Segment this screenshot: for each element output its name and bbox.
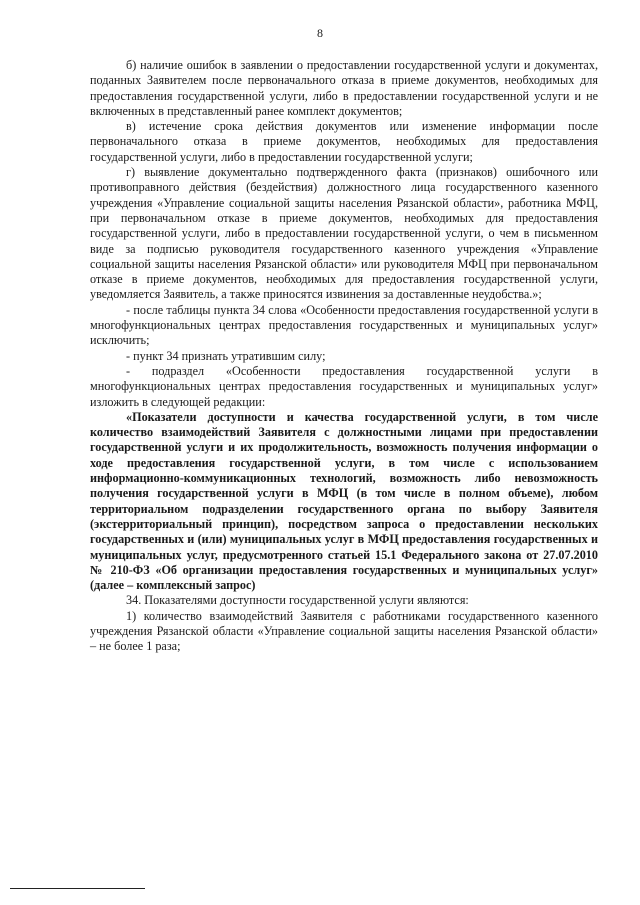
item-34-subitem-1: 1) количество взаимодействий Заявителя с работниками государственного казенного учреждения Рязанской области «Управление социальной защиты населения Рязанской области» – не более 1 раза; — [90, 608, 598, 654]
footnote-separator — [10, 888, 145, 889]
paragraph-b: б) наличие ошибок в заявлении о предоставлении государственной услуги и документах, поданных Заявителем после первоначального отказа в приеме документов, необходимых для предоставления государственной услуги, либо в предоставлении государственной услуги и не включенных в представленный ранее комплект документов; — [90, 58, 598, 118]
page-number: 8 — [317, 26, 323, 40]
document-body — [90, 58, 598, 655]
item-34: 34. Показателями доступности государственной услуги являются: — [126, 593, 469, 608]
amendment-remove-words: - после таблицы пункта 34 слова «Особенности предоставления государственной услуги в многофункциональных центрах предоставления государственных и муниципальных услуг» исключить; — [90, 302, 598, 348]
paragraph-v: в) истечение срока действия документов или изменение информации после первоначального отказа в приеме документов, необходимых для предоставления государственной услуги, либо в предоставлении государственной услуги; — [90, 119, 598, 164]
amendment-new-wording: - подраздел «Особенности предоставления государственной услуги в многофункциональных центрах предоставления государственных и муниципальных услуг» изложить в следующей редакции: — [90, 363, 598, 409]
amendment-repeal-item-34: - пункт 34 признать утратившим силу; — [126, 348, 326, 363]
section-heading: «Показатели доступности и качества государственной услуги, в том числе количество взаимодействий Заявителя с должностными лицами при предоставлении государственной услуги и их продолжительность, возможность получения информации о ходе предоставления государственной услуги, в том числе с использованием информационно-коммуникационных технологий, возможность либо невозможность получения государственной услуги в МФЦ (в том числе в полном объеме), любом территориальном подразделении государственного органа по выбору Заявителя (экстерриториальный принцип), посредством запроса о предоставлении нескольких государственных и (или) муниципальных услуг в МФЦ предоставления государственных и муниципальных услуг, предусмотренного статьей 15.1 Федерального закона от 27.07.2010 № 210-ФЗ «Об организации предоставления государственных и муниципальных услуг» (далее – комплексный запрос) — [90, 409, 598, 593]
paragraph-g: г) выявление документально подтвержденного факта (признаков) ошибочного или противоправного действия (бездействия) должностного лица государственного казенного учреждения «Управление социальной защиты населения Рязанской области», работника МФЦ, при первоначальном отказе в приеме документов, необходимых для предоставления государственной услуги, либо в предоставлении государственной услуги, о чем в письменном виде за подписью руководителя государственного казенного учреждения «Управление социальной защиты населения Рязанской области» или руководителя МФЦ при первоначальном отказе в приеме документов, необходимых для предоставления государственной услуги, уведомляется Заявитель, а также приносятся извинения за доставленные неудобства.»; — [90, 165, 598, 302]
